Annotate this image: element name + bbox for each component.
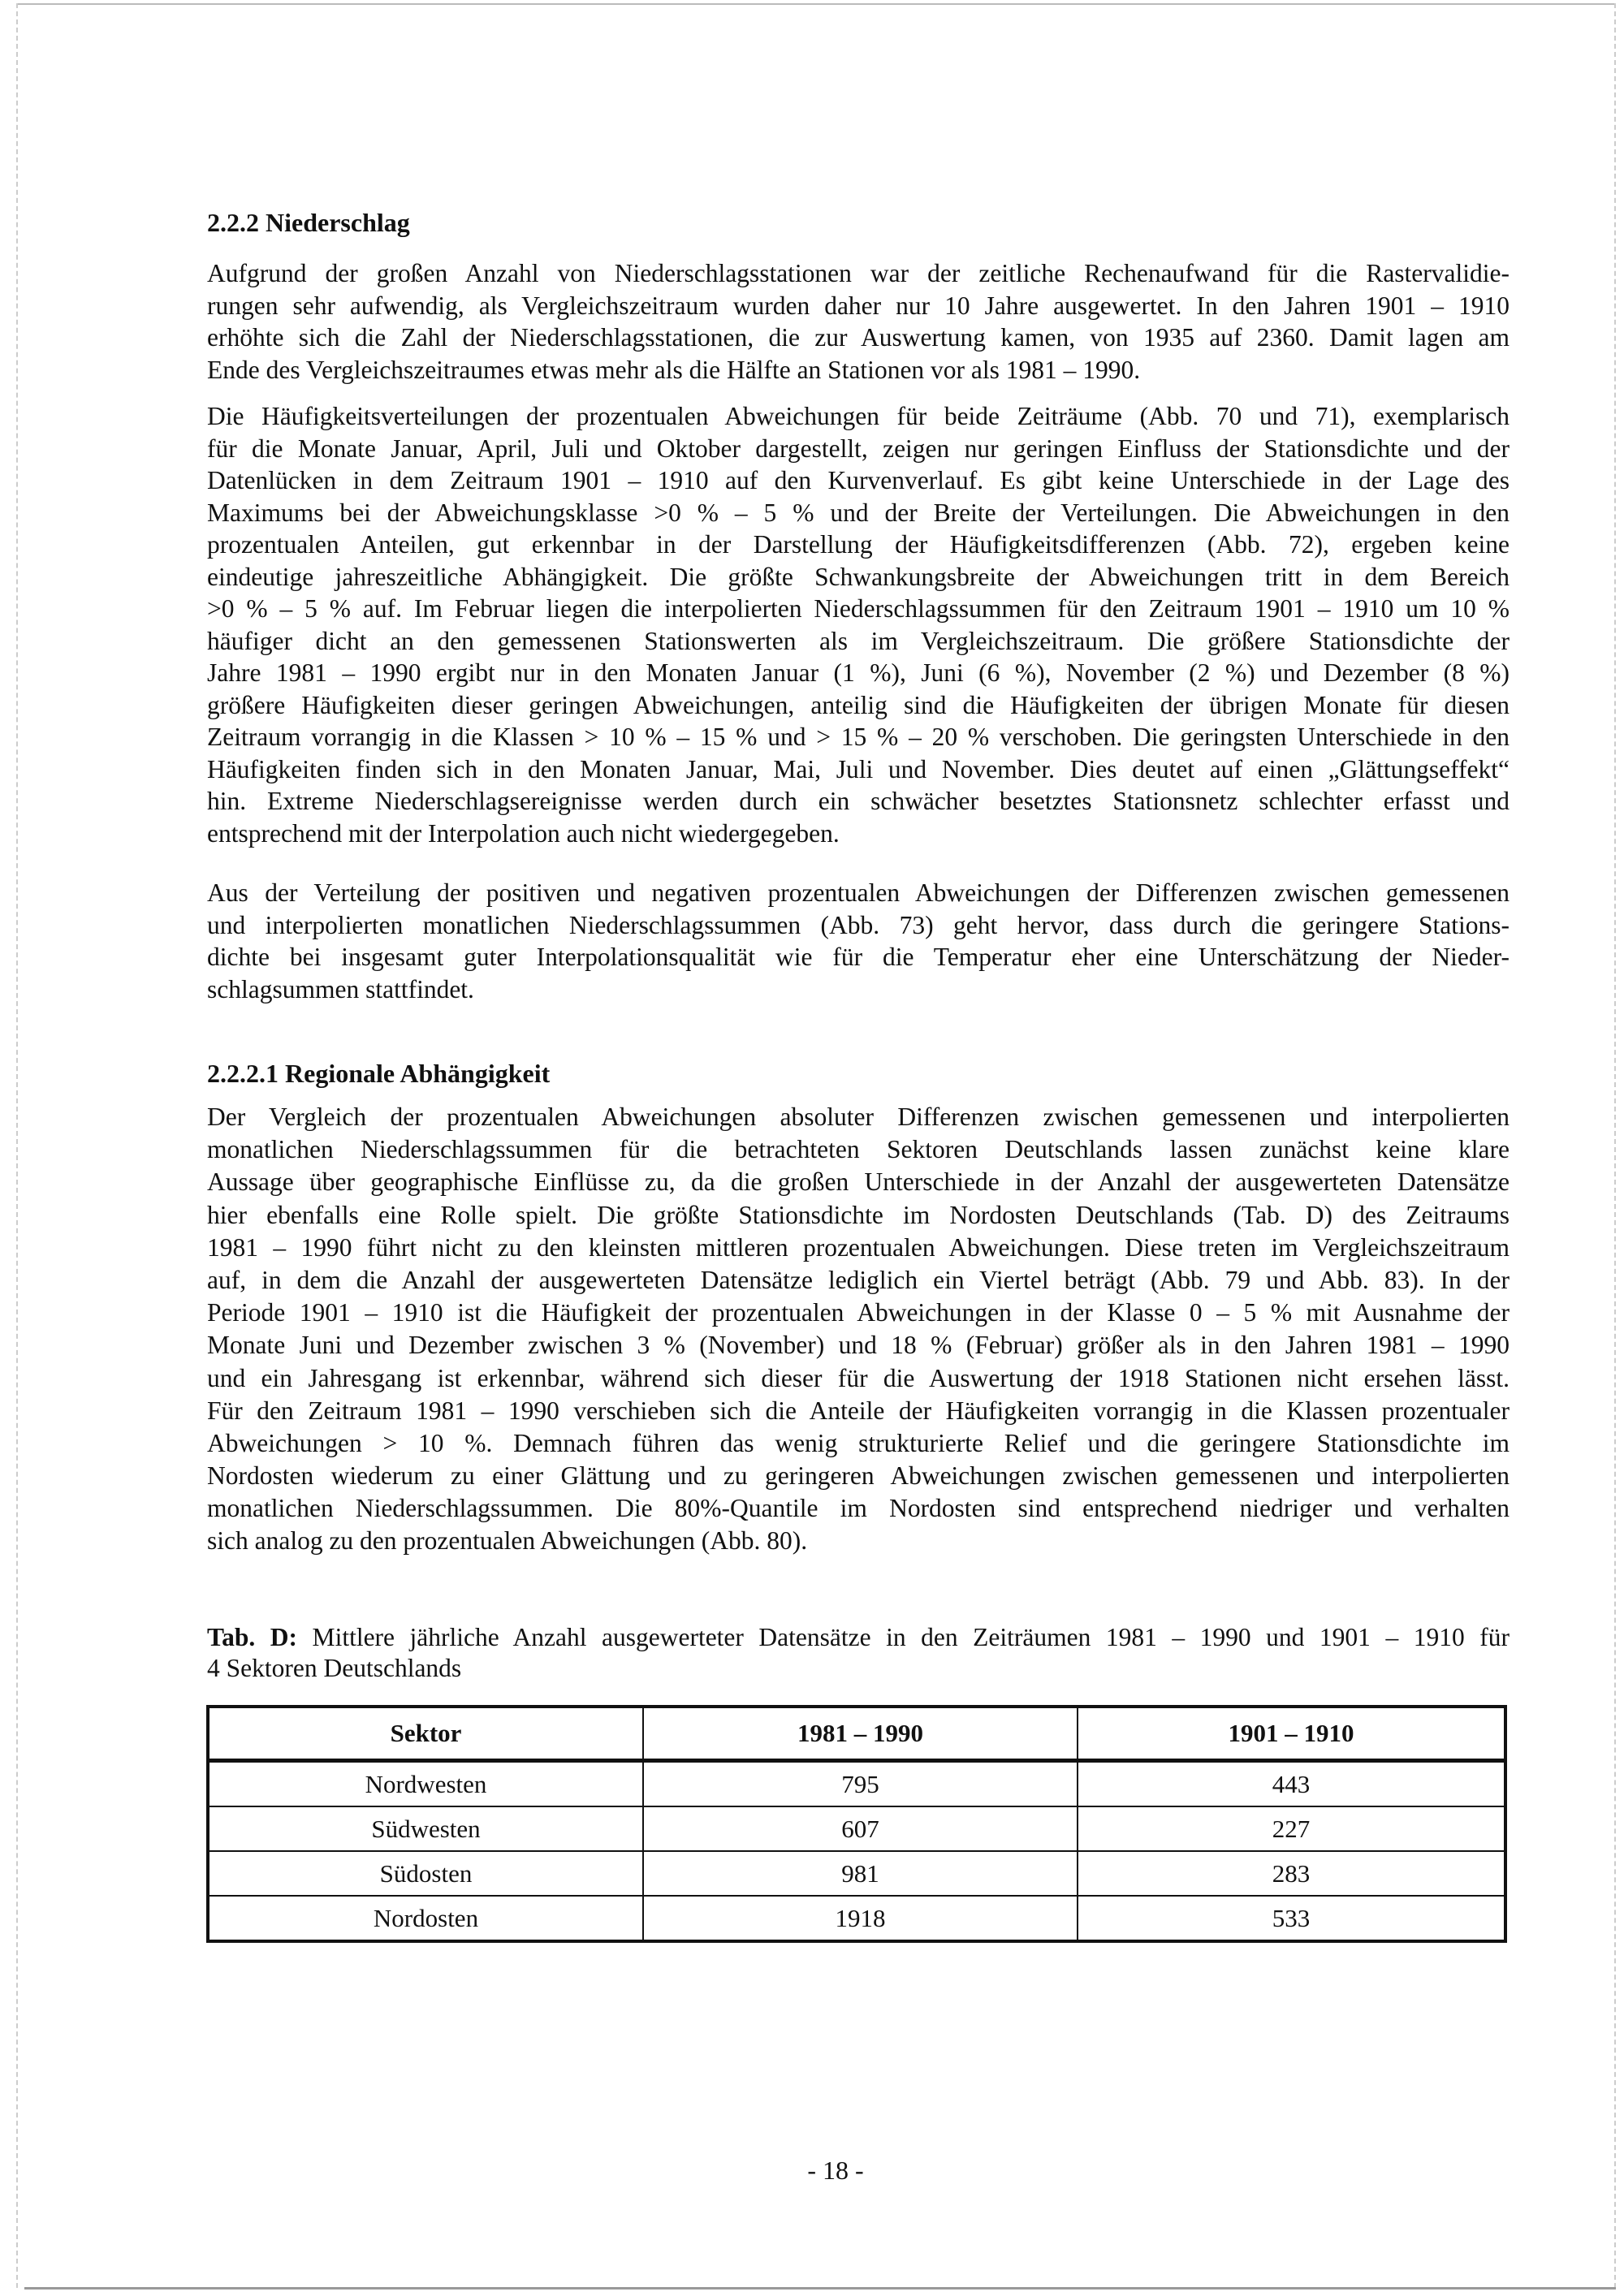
cell-1901-1910: 443 xyxy=(1078,1761,1505,1807)
text-line: eindeutige jahreszeitliche Abhängigkeit. Die größte Schwankungsbreite der Abweichungen tritt in dem Bereich xyxy=(207,562,1510,591)
cell-sektor: Südosten xyxy=(208,1851,643,1896)
text-line: >0 % – 5 % auf. Im Februar liegen die interpolierten Niederschlagssummen für den Zeitraum 1901 – 1910 um 10 % xyxy=(207,594,1510,623)
paragraph-4 xyxy=(207,1101,1510,1558)
text-line: Periode 1901 – 1910 ist die Häufigkeit der prozentualen Abweichungen in der Klasse 0 – 5 % mit Ausnahme der xyxy=(207,1298,1510,1327)
header-1901-1910: 1901 – 1910 xyxy=(1078,1707,1505,1761)
paragraph-3 xyxy=(207,877,1510,1005)
text-line: dichte bei insgesamt guter Interpolationsqualität wie für die Temperatur eher eine Unterschätzung der Nieder- xyxy=(207,943,1510,971)
text-line: auf, in dem die Anzahl der ausgewerteten Datensätze lediglich ein Viertel beträgt (Abb. 79 und Abb. 83). In der xyxy=(207,1265,1510,1294)
text-line: monatlichen Niederschlagssummen für die betrachteten Sektoren Deutschlands lassen zunächst keine klare xyxy=(207,1135,1510,1164)
text-line: für die Monate Januar, April, Juli und Oktober dargestellt, zeigen nur geringen Einfluss der Stationsdichte und der xyxy=(207,434,1510,463)
caption-line-1 xyxy=(207,1622,1510,1653)
text-line: Datenlücken in dem Zeitraum 1901 – 1910 auf den Kurvenverlauf. Es gibt keine Unterschiede in der Lage des xyxy=(207,466,1510,494)
table-header-row xyxy=(208,1707,1505,1761)
caption-label: Tab. D: xyxy=(207,1623,298,1651)
table-row xyxy=(208,1896,1505,1941)
text-line: Abweichungen > 10 %. Demnach führen das wenig strukturierte Relief und die geringere Stationsdichte im xyxy=(207,1428,1510,1457)
table-caption xyxy=(207,1622,1510,1684)
text-line: größere Häufigkeiten dieser geringen Abweichungen, anteilig sind die Häufigkeiten der übrigen Monate für diesen xyxy=(207,690,1510,719)
text-line: prozentualen Anteilen, gut erkennbar in der Darstellung der Häufigkeitsdifferenzen (Abb. 72), ergeben keine xyxy=(207,530,1510,559)
page-number: - 18 - xyxy=(807,2156,864,2185)
cell-1981-1990: 607 xyxy=(643,1806,1078,1851)
text-line: Ende des Vergleichszeitraumes etwas mehr als die Hälfte an Stationen vor als 1981 – 1990. xyxy=(207,355,1141,384)
table-row xyxy=(208,1851,1505,1896)
header-1981-1990: 1981 – 1990 xyxy=(643,1707,1078,1761)
text-line: und ein Jahresgang ist erkennbar, während sich dieser für die Auswertung der 1918 Stationen nicht ersehen lässt. xyxy=(207,1363,1510,1392)
data-table xyxy=(206,1705,1507,1943)
cell-1901-1910: 533 xyxy=(1078,1896,1505,1941)
cell-1901-1910: 227 xyxy=(1078,1806,1505,1851)
text-line: hier ebenfalls eine Rolle spielt. Die größte Stationsdichte im Nordosten Deutschlands (Tab. D) des Zeitraums xyxy=(207,1200,1510,1229)
text-line: Aussage über geographische Einflüsse zu, da die großen Unterschiede in der Anzahl der ausgewerteten Datensätze xyxy=(207,1167,1510,1197)
text-line: Jahre 1981 – 1990 ergibt nur in den Monaten Januar (1 %), Juni (6 %), November (2 %) und Dezember (8 %) xyxy=(207,658,1510,687)
scan-edge-top xyxy=(16,3,1616,5)
paragraph-2 xyxy=(207,400,1510,849)
text-line: entsprechend mit der Interpolation auch nicht wiedergegeben. xyxy=(207,818,840,848)
text-line: Maximums bei der Abweichungsklasse >0 % – 5 % und der Breite der Verteilungen. Die Abweichungen in den xyxy=(207,498,1510,527)
caption-line-2: 4 Sektoren Deutschlands xyxy=(207,1654,462,1682)
scan-edge-right xyxy=(1614,3,1616,2288)
scan-edge-left xyxy=(16,3,18,2288)
paragraph-1 xyxy=(207,257,1510,386)
table-row xyxy=(208,1761,1505,1807)
text-line: Monate Juni und Dezember zwischen 3 % (November) und 18 % (Februar) größer als in den Jahren 1981 – 1990 xyxy=(207,1331,1510,1360)
cell-sektor: Nordwesten xyxy=(208,1761,643,1807)
text-line: Die Häufigkeitsverteilungen der prozentualen Abweichungen für beide Zeiträume (Abb. 70 und 71), exemplarisch xyxy=(207,402,1510,430)
cell-1981-1990: 795 xyxy=(643,1761,1078,1807)
text-line: erhöhte sich die Zahl der Niederschlagsstationen, die zur Auswertung kamen, von 1935 auf 2360. Damit lagen am xyxy=(207,323,1510,352)
text-line: Aufgrund der großen Anzahl von Niederschlagsstationen war der zeitliche Rechenaufwand für die Rastervalidie- xyxy=(207,259,1510,287)
cell-1981-1990: 981 xyxy=(643,1851,1078,1896)
text-line: und interpolierten monatlichen Niederschlagssummen (Abb. 73) geht hervor, dass durch die geringere Stations- xyxy=(207,910,1510,939)
text-line: Für den Zeitraum 1981 – 1990 verschieben sich die Anteile der Häufigkeiten vorrangig in die Klassen prozentualer xyxy=(207,1396,1510,1425)
cell-sektor: Nordosten xyxy=(208,1896,643,1941)
text-line: 1981 – 1990 führt nicht zu den kleinsten mittleren prozentualen Abweichungen. Diese treten im Vergleichszeitraum xyxy=(207,1232,1510,1262)
text-line: hin. Extreme Niederschlagsereignisse werden durch ein schwächer besetztes Stationsnetz schlechter erfasst und xyxy=(207,787,1510,815)
scan-edge-bottom xyxy=(24,2287,1616,2290)
caption-text: Mittlere jährliche Anzahl ausgewerteter Datensätze in den Zeiträumen 1981 – 1990 und 1901 – 1910 für xyxy=(297,1623,1510,1651)
table-row xyxy=(208,1806,1505,1851)
section-heading: 2.2.2 Niederschlag xyxy=(207,208,410,237)
header-sektor: Sektor xyxy=(208,1707,643,1761)
text-line: häufiger dicht an den gemessenen Stationswerten als im Vergleichszeitraum. Die größere Stationsdichte der xyxy=(207,626,1510,655)
text-line: sich analog zu den prozentualen Abweichungen (Abb. 80). xyxy=(207,1526,808,1556)
text-line: Zeitraum vorrangig in die Klassen > 10 % – 15 % und > 15 % – 20 % verschoben. Die geringsten Unterschiede in den xyxy=(207,723,1510,751)
text-line: rungen sehr aufwendig, als Vergleichszeitraum wurden daher nur 10 Jahre ausgewertet. In den Jahren 1901 – 1910 xyxy=(207,291,1510,320)
text-line: Der Vergleich der prozentualen Abweichungen absoluter Differenzen zwischen gemessenen und interpolierten xyxy=(207,1103,1510,1131)
subsection-heading: 2.2.2.1 Regionale Abhängigkeit xyxy=(207,1059,551,1088)
text-line: Nordosten wiederum zu einer Glättung und zu geringeren Abweichungen zwischen gemessenen und interpolierten xyxy=(207,1461,1510,1491)
cell-sektor: Südwesten xyxy=(208,1806,643,1851)
cell-1981-1990: 1918 xyxy=(643,1896,1078,1941)
text-line: Häufigkeiten finden sich in den Monaten Januar, Mai, Juli und November. Dies deutet auf einen „Glättungseffekt“ xyxy=(207,754,1510,783)
cell-1901-1910: 283 xyxy=(1078,1851,1505,1896)
text-line: monatlichen Niederschlagssummen. Die 80%-Quantile im Nordosten sind entsprechend niedriger und verhalten xyxy=(207,1494,1510,1523)
text-line: schlagsummen stattfindet. xyxy=(207,974,474,1003)
text-line: Aus der Verteilung der positiven und negativen prozentualen Abweichungen der Differenzen zwischen gemessenen xyxy=(207,878,1510,907)
